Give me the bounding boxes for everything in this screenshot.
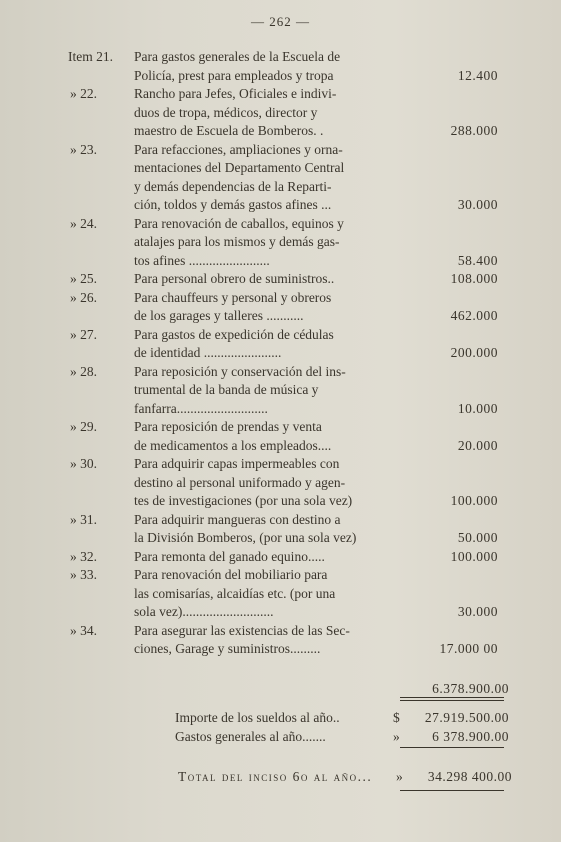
item-text: de medicamentos a los empleados.... xyxy=(134,437,332,453)
item-text: Rancho para Jefes, Oficiales e indivi- xyxy=(134,86,337,101)
item-line xyxy=(72,104,492,123)
item-number: » 22. xyxy=(70,86,97,101)
item-line xyxy=(72,215,492,234)
item-text: de identidad ....................... xyxy=(134,345,282,360)
sueldos-row xyxy=(175,709,515,728)
item-line xyxy=(72,640,498,659)
item-number: » 29. xyxy=(70,419,97,434)
item-number: » 25. xyxy=(70,271,97,286)
budget-item xyxy=(70,270,498,289)
gastos-currency: » xyxy=(393,728,400,744)
item-line xyxy=(72,141,492,160)
total-rule xyxy=(400,790,504,791)
item-amount: 30.000 xyxy=(457,197,498,212)
item-amount: 17.000 00 xyxy=(439,641,498,656)
gastos-row xyxy=(175,728,515,747)
item-line xyxy=(72,585,492,604)
budget-item xyxy=(70,289,498,326)
item-text: Para personal obrero de suministros.. xyxy=(134,271,335,286)
item-text: tes de investigaciones (por una sola vez) xyxy=(134,493,353,508)
item-text: las comisarías, alcaidías etc. (por una xyxy=(134,585,336,601)
item-amount: 288.000 xyxy=(450,123,498,138)
item-line xyxy=(72,289,492,308)
item-text: atalajes para los mismos y demás gas- xyxy=(134,234,340,249)
item-line xyxy=(72,307,498,326)
summary-block xyxy=(175,709,515,746)
item-amount: 100.000 xyxy=(450,548,498,564)
sueldos-amount: 27.919.500.00 xyxy=(424,710,509,725)
item-number: » 27. xyxy=(70,326,97,342)
item-text: y demás dependencias de la Reparti- xyxy=(134,178,332,194)
item-amount: 20.000 xyxy=(457,437,498,453)
sueldos-label: Importe de los sueldos al año.. xyxy=(175,710,340,725)
total-block xyxy=(178,768,518,787)
item-number: Item 21. xyxy=(68,49,113,64)
item-line xyxy=(72,159,492,178)
item-line xyxy=(72,233,492,252)
summary-rule xyxy=(400,747,504,748)
item-amount: 108.000 xyxy=(450,271,498,286)
item-text: maestro de Escuela de Bomberos. . xyxy=(134,123,324,138)
item-text: ciones, Garage y suministros......... xyxy=(134,641,321,656)
item-text: Policía, prest para empleados y tropa xyxy=(134,67,334,83)
subtotal-amount: 6.378.900.00 xyxy=(432,681,509,696)
budget-item xyxy=(70,141,498,215)
item-number: » 33. xyxy=(70,567,97,582)
page-number: — 262 — xyxy=(251,14,310,29)
item-text: Para reposición y conservación del ins- xyxy=(134,363,346,379)
item-number: » 24. xyxy=(70,215,97,231)
budget-item xyxy=(70,566,498,622)
item-amount: 58.400 xyxy=(457,252,498,268)
item-amount: 200.000 xyxy=(450,345,498,360)
budget-item xyxy=(68,48,498,85)
total-amount: 34.298 400.00 xyxy=(427,769,512,784)
item-text: duos de tropa, médicos, director y xyxy=(134,104,318,120)
sueldos-currency: $ xyxy=(393,710,400,725)
item-amount: 100.000 xyxy=(450,493,498,508)
item-line xyxy=(68,48,492,67)
item-text: tos afines ........................ xyxy=(134,252,270,268)
item-text: ción, toldos y demás gastos afines ... xyxy=(134,197,332,212)
item-line xyxy=(72,418,492,437)
item-text: Para remonta del ganado equino..... xyxy=(134,548,325,564)
item-text: la División Bomberos, (por una sola vez) xyxy=(134,530,357,545)
item-line xyxy=(72,566,492,585)
total-currency: » xyxy=(396,769,403,784)
budget-item xyxy=(70,85,498,141)
gastos-label: Gastos generales al año....... xyxy=(175,728,326,744)
budget-item xyxy=(70,548,498,567)
item-text: Para gastos de expedición de cédulas xyxy=(134,326,334,342)
item-line xyxy=(72,178,492,197)
item-line xyxy=(72,252,498,271)
item-amount: 30.000 xyxy=(457,604,498,619)
item-line xyxy=(70,270,498,289)
item-amount: 462.000 xyxy=(450,308,498,323)
item-line xyxy=(72,455,492,474)
item-line xyxy=(72,400,498,419)
item-amount: 50.000 xyxy=(457,530,498,545)
item-text: mentaciones del Departamento Central xyxy=(134,160,345,175)
budget-item xyxy=(70,455,498,511)
item-amount: 10.000 xyxy=(457,400,498,416)
item-line xyxy=(72,622,492,641)
item-line xyxy=(72,85,492,104)
item-text: Para reposición de prendas y venta xyxy=(134,419,322,434)
item-text: Para renovación del mobiliario para xyxy=(134,567,328,582)
budget-items-list xyxy=(68,48,498,659)
item-line xyxy=(72,529,498,548)
budget-item xyxy=(70,326,498,363)
item-number: » 26. xyxy=(70,289,97,305)
item-line xyxy=(70,548,498,567)
item-text: destino al personal uniformado y agen- xyxy=(134,474,346,490)
budget-item xyxy=(70,418,498,455)
item-text: fanfarra........................... xyxy=(134,400,268,416)
item-line xyxy=(72,196,498,215)
item-text: Para adquirir capas impermeables con xyxy=(134,456,340,471)
budget-item xyxy=(70,511,498,548)
total-row xyxy=(178,768,518,787)
item-text: Para gastos generales de la Escuela de xyxy=(134,49,341,64)
total-label: Total del inciso 6o al año... xyxy=(178,769,373,784)
item-line xyxy=(72,381,492,400)
item-number: » 31. xyxy=(70,511,97,527)
item-number: » 34. xyxy=(70,622,97,638)
item-line xyxy=(72,326,492,345)
item-text: Para refacciones, ampliaciones y orna- xyxy=(134,141,343,157)
item-line xyxy=(72,437,498,456)
item-line xyxy=(72,492,498,511)
item-text: sola vez)........................... xyxy=(134,604,274,619)
budget-item xyxy=(70,622,498,659)
item-number: » 28. xyxy=(70,363,97,379)
item-text: trumental de la banda de música y xyxy=(134,382,319,397)
item-line xyxy=(72,67,498,86)
item-text: Para renovación de caballos, equinos y xyxy=(134,215,344,231)
item-line xyxy=(72,511,492,530)
item-text: Para adquirir mangueras con destino a xyxy=(134,511,341,527)
subtotal-rule-bottom xyxy=(400,700,504,701)
item-number: » 23. xyxy=(70,141,97,157)
item-line xyxy=(72,363,492,382)
item-text: Para chauffeurs y personal y obreros xyxy=(134,289,332,305)
subtotal-block xyxy=(175,680,515,699)
item-line xyxy=(72,474,492,493)
budget-item xyxy=(70,363,498,419)
item-line xyxy=(72,603,498,622)
gastos-amount: 6 378.900.00 xyxy=(432,728,509,744)
item-amount: 12.400 xyxy=(457,67,498,83)
budget-item xyxy=(70,215,498,271)
item-text: de los garages y talleres ........... xyxy=(134,308,304,323)
item-line xyxy=(72,122,498,141)
item-line xyxy=(72,344,498,363)
item-number: » 32. xyxy=(70,548,97,564)
item-text: Para asegurar las existencias de las Sec- xyxy=(134,622,350,638)
item-number: » 30. xyxy=(70,456,97,471)
